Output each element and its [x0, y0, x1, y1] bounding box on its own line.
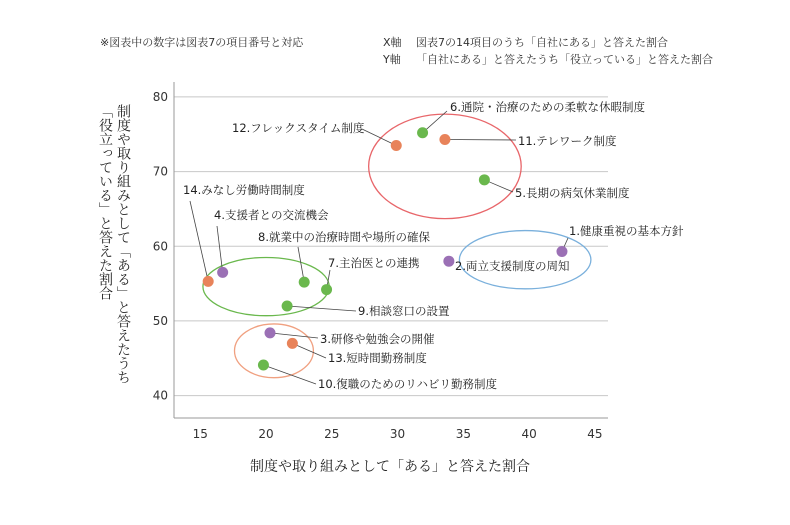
y-tick-label: 70: [152, 164, 168, 179]
data-label: 8.就業中の治療時間や場所の確保: [258, 230, 430, 244]
data-label: 11.テレワーク制度: [518, 134, 617, 148]
data-label: 14.みなし労働時間制度: [183, 183, 305, 197]
data-point: [479, 174, 490, 185]
data-point: [299, 277, 310, 288]
x-tick-label: 15: [192, 427, 208, 441]
leader-line: [217, 226, 223, 272]
leader-line: [287, 306, 356, 311]
data-point: [258, 359, 269, 370]
data-point: [282, 301, 293, 312]
y-axis-description: 「自社にある」と答えたうち「役立っている」と答えた割合: [416, 53, 713, 66]
x-axis-key: X軸: [383, 36, 402, 49]
data-label: 2.両立支援制度の周知: [455, 259, 570, 273]
y-tick-label: 80: [152, 89, 168, 104]
leader-line: [445, 139, 516, 140]
leader-line: [270, 333, 318, 338]
x-tick-label: 20: [258, 427, 274, 441]
data-point: [217, 267, 228, 278]
leader-line: [263, 365, 316, 384]
data-label: 12.フレックスタイム制度: [232, 121, 365, 135]
x-tick-label: 40: [521, 427, 537, 441]
y-axis-label-line1: 制度や取り組みとして「ある」と答えたうち: [115, 104, 131, 384]
data-point: [417, 127, 428, 138]
data-label: 10.復職のためのリハビリ勤務制度: [318, 377, 497, 391]
x-tick-label: 30: [389, 427, 406, 441]
x-tick-label: 35: [455, 427, 471, 441]
x-tick-label: 45: [587, 427, 603, 441]
y-axis-label-line2: 「役立っている」と答えた割合: [97, 104, 113, 300]
data-label: 7.主治医との連携: [328, 256, 420, 270]
data-point: [287, 338, 298, 349]
data-label: 5.長期の病気休業制度: [515, 186, 630, 200]
data-point: [439, 134, 450, 145]
data-point: [391, 140, 402, 151]
data-point: [203, 276, 214, 287]
y-tick-label: 60: [152, 239, 168, 254]
data-label: 6.通院・治療のための柔軟な休暇制度: [450, 100, 645, 114]
data-point: [265, 327, 276, 338]
group-ellipse-1: [369, 114, 522, 219]
leader-line: [190, 201, 208, 281]
data-label: 1.健康重視の基本方針: [569, 224, 684, 238]
y-tick-label: 50: [152, 313, 168, 328]
figure-note: ※図表中の数字は図表7の項目番号と対応: [100, 36, 304, 49]
data-point: [443, 256, 454, 267]
x-axis-label: 制度や取り組みとして「ある」と答えた割合: [250, 459, 530, 475]
data-point: [556, 246, 567, 257]
x-axis-description: 図表7の14項目のうち「自社にある」と答えた割合: [416, 36, 668, 49]
data-label: 4.支援者との交流機会: [214, 208, 329, 222]
data-label: 3.研修や勉強会の開催: [320, 332, 435, 346]
y-axis-key: Y軸: [383, 53, 401, 66]
data-point: [321, 284, 332, 295]
y-tick-label: 40: [152, 388, 168, 403]
data-label: 9.相談窓口の設置: [358, 304, 450, 318]
x-tick-label: 25: [324, 427, 340, 441]
leader-line: [362, 129, 396, 145]
data-label: 13.短時間勤務制度: [328, 351, 427, 365]
